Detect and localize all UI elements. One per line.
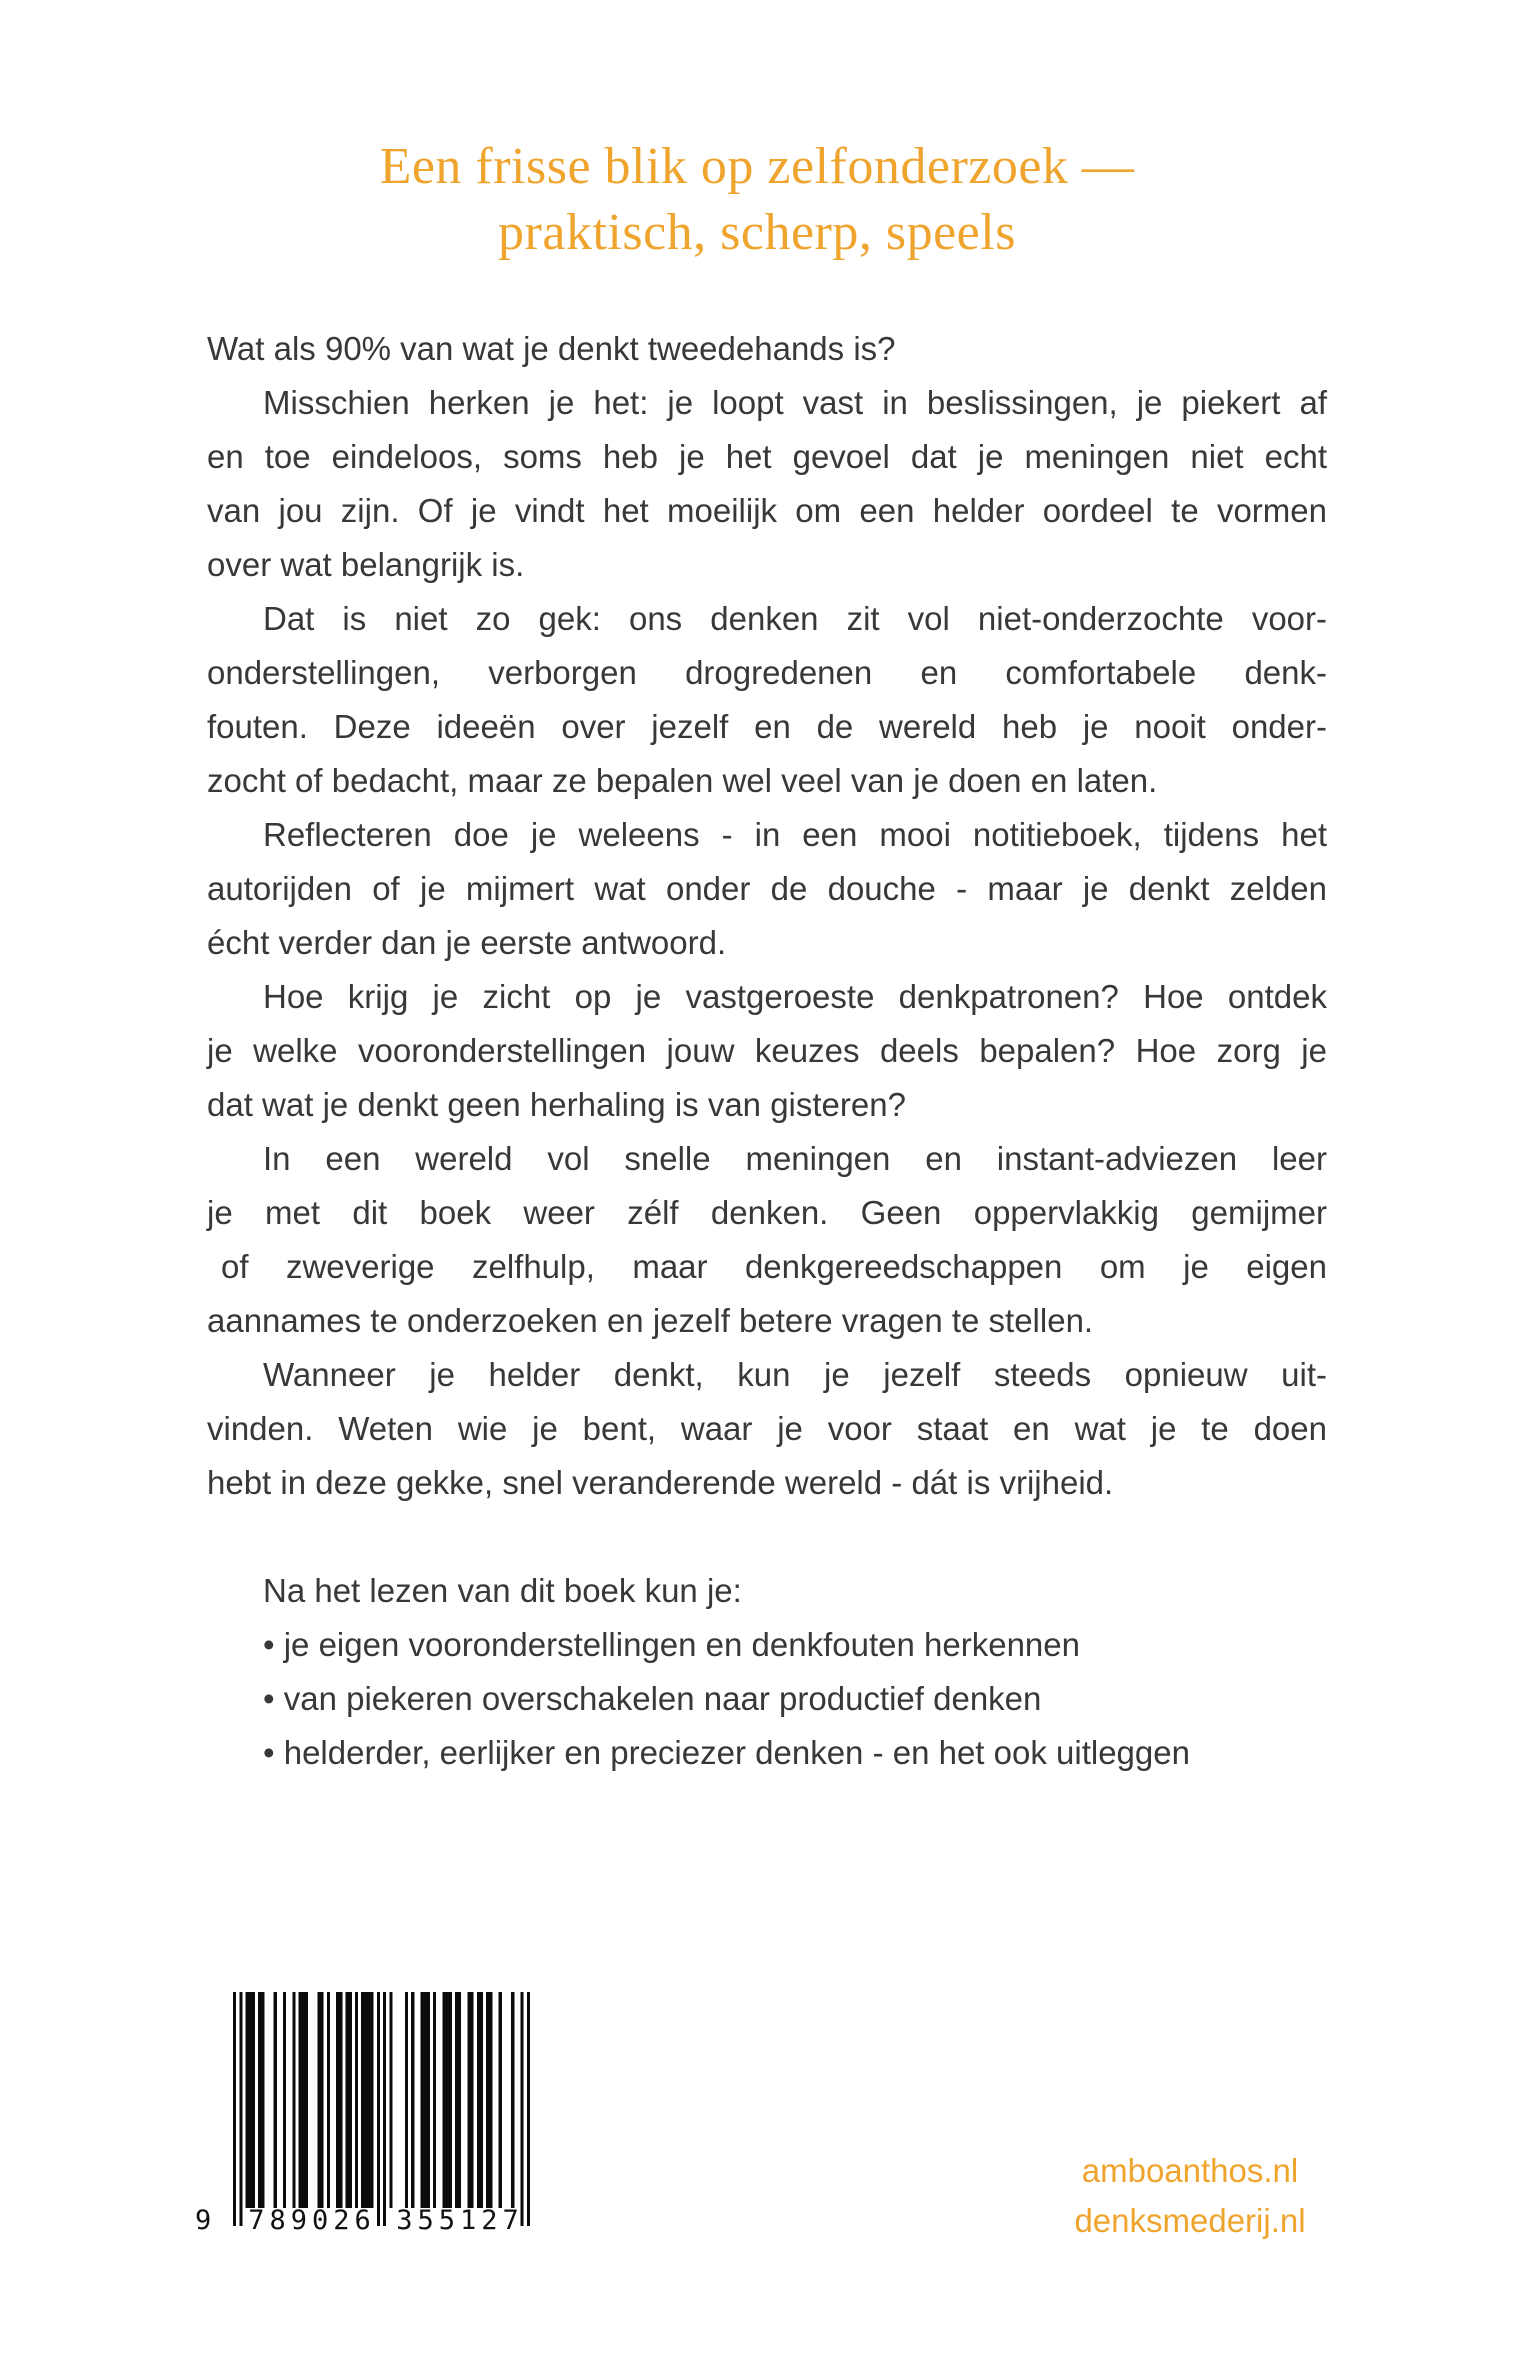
- publisher-links: [990, 2146, 1390, 2246]
- body-line: over wat belangrijk is.: [207, 546, 525, 583]
- barcode-digit-first: 9: [195, 2205, 212, 2236]
- body-line: je welke vooronderstellingen jouw keuzes deels bepalen? Hoe zorg je: [207, 1032, 1327, 1069]
- body-line: • je eigen vooronderstellingen en denkfouten herkennen: [263, 1626, 1080, 1663]
- ean13-barcode: [233, 1992, 530, 2226]
- body-line: dat wat je denkt geen herhaling is van gisteren?: [207, 1086, 906, 1123]
- blank-line: [207, 1510, 1327, 1564]
- body-line: je met dit boek weer zélf denken. Geen oppervlakkig gemijmer: [207, 1194, 1327, 1231]
- body-line: • helderder, eerlijker en preciezer denken - en het ook uitleggen: [263, 1734, 1190, 1771]
- barcode-digits-left: 789026: [248, 2205, 376, 2236]
- body-line: aannames te onderzoeken en jezelf betere vragen te stellen.: [207, 1302, 1094, 1339]
- blurb-text: [207, 322, 1327, 1780]
- tagline-line-1: Een frisse blik op zelfonderzoek —: [379, 138, 1135, 195]
- body-line: Dat is niet zo gek: ons denken zit vol niet-onderzochte voor-: [263, 600, 1327, 637]
- body-line: zocht of bedacht, maar ze bepalen wel veel van je doen en laten.: [207, 762, 1158, 799]
- body-line: fouten. Deze ideeën over jezelf en de wereld heb je nooit onder-: [207, 708, 1327, 745]
- barcode: [195, 1992, 535, 2238]
- body-line: en toe eindeloos, soms heb je het gevoel dat je meningen niet echt: [207, 438, 1327, 475]
- tagline-line-2: praktisch, scherp, speels: [498, 204, 1016, 261]
- body-line: Reflecteren doe je weleens - in een mooi notitieboek, tijdens het: [263, 816, 1327, 853]
- imprint-link: denksmederij.nl: [1074, 2202, 1306, 2239]
- body-line: Wanneer je helder denkt, kun je jezelf steeds opnieuw uit-: [263, 1356, 1327, 1393]
- barcode-digits-right: 355127: [396, 2205, 524, 2236]
- body-line: Na het lezen van dit boek kun je:: [263, 1572, 742, 1609]
- body-line: hebt in deze gekke, snel veranderende wereld - dát is vrijheid.: [207, 1464, 1114, 1501]
- body-line: Misschien herken je het: je loopt vast in beslissingen, je piekert af: [263, 384, 1327, 421]
- body-line: Wat als 90% van wat je denkt tweedehands is?: [207, 330, 896, 367]
- body-line: • van piekeren overschakelen naar productief denken: [263, 1680, 1042, 1717]
- publisher-link: amboanthos.nl: [1081, 2152, 1299, 2189]
- body-line: van jou zijn. Of je vindt het moeilijk om een helder oordeel te vormen: [207, 492, 1327, 529]
- body-line: autorijden of je mijmert wat onder de douche - maar je denkt zelden: [207, 870, 1327, 907]
- body-line: Hoe krijg je zicht op je vastgeroeste denkpatronen? Hoe ontdek: [263, 978, 1327, 1015]
- body-line: In een wereld vol snelle meningen en instant-adviezen leer: [263, 1140, 1327, 1177]
- body-line: vinden. Weten wie je bent, waar je voor staat en wat je te doen: [207, 1410, 1327, 1447]
- tagline: [0, 134, 1514, 266]
- body-line: écht verder dan je eerste antwoord.: [207, 924, 727, 961]
- body-line: of zweverige zelfhulp, maar denkgereedschappen om je eigen: [221, 1248, 1327, 1285]
- body-line: onderstellingen, verborgen drogredenen en comfortabele denk-: [207, 654, 1327, 691]
